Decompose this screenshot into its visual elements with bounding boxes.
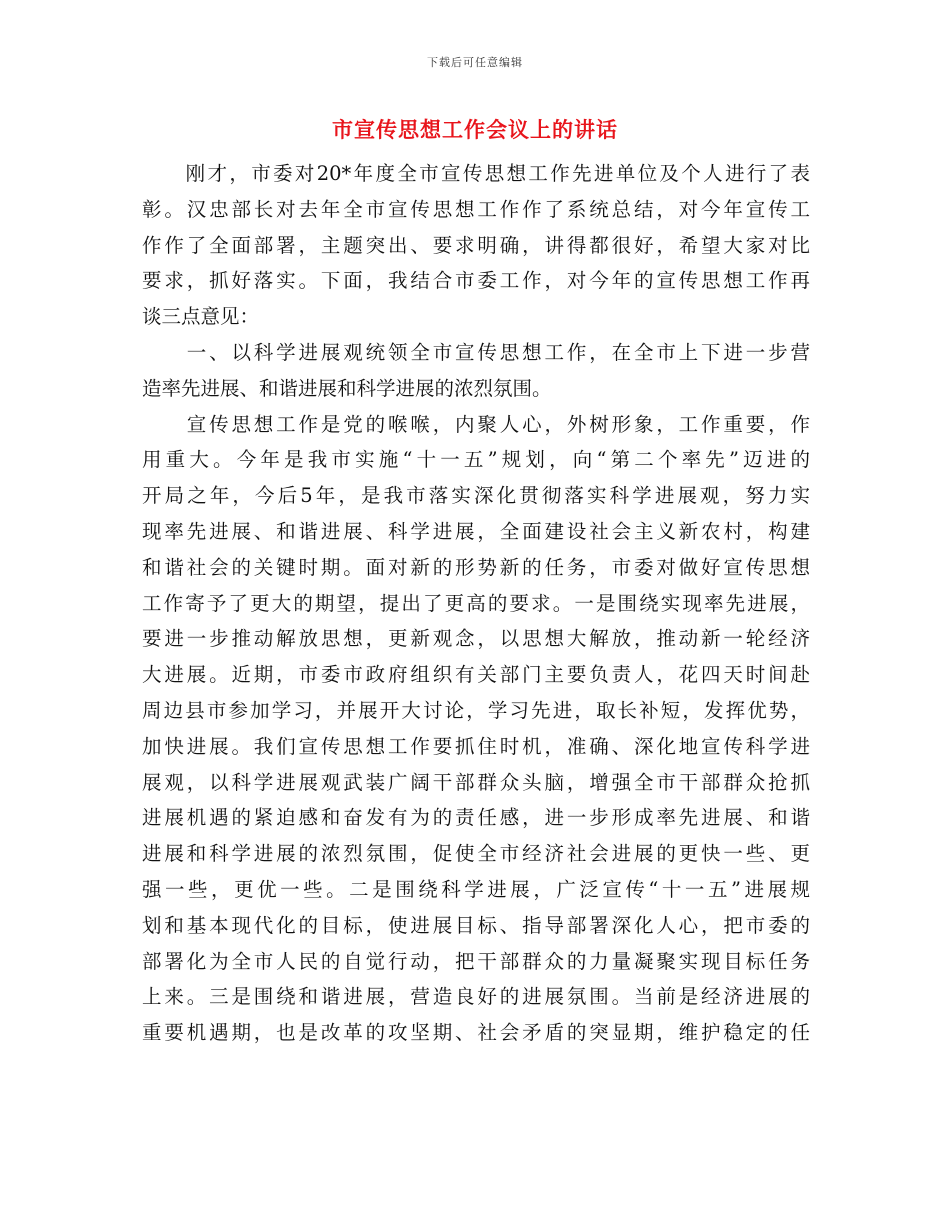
body-text-line: 要求，抓好落实。下面，我结合市委工作，对今年的宣传思想工作再 bbox=[142, 269, 810, 293]
body-text-line: 和谐社会的关键时期。面对新的形势新的任务，市委对做好宣传思想 bbox=[142, 555, 810, 579]
body-text-line: 一、以科学进展观统领全市宣传思想工作，在全市上下进一步营 bbox=[142, 340, 810, 364]
body-text-line: 作作了全面部署，主题突出、要求明确，讲得都很好，希望大家对比 bbox=[142, 233, 810, 257]
document-body bbox=[142, 156, 810, 1051]
body-text-line: 划和基本现代化的目标，使进展目标、指导部署深化人心，把市委的 bbox=[142, 913, 810, 937]
body-text-line: 重要机遇期，也是改革的攻坚期、社会矛盾的突显期，维护稳定的任 bbox=[142, 1021, 810, 1045]
body-text-line: 要进一步推动解放思想，更新观念，以思想大解放，推动新一轮经济 bbox=[142, 627, 810, 651]
body-text-line: 进展和科学进展的浓烈氛围，促使全市经济社会进展的更快一些、更 bbox=[142, 842, 810, 866]
body-text-line: 谈三点意见： bbox=[142, 305, 260, 329]
body-text-line: 宣传思想工作是党的喉喉，内聚人心，外树形象，工作重要，作 bbox=[142, 412, 810, 436]
body-text-line: 展观，以科学进展观武装广阔干部群众头脑，增强全市干部群众抢抓 bbox=[142, 770, 810, 794]
body-text-line: 现率先进展、和谐进展、科学进展，全面建设社会主义新农村，构建 bbox=[142, 519, 810, 543]
body-text-line: 大进展。近期，市委市政府组织有关部门主要负责人，花四天时间赴 bbox=[142, 663, 810, 687]
body-text-line: 用重大。今年是我市实施“十一五”规划，向“第二个率先”迈进的 bbox=[142, 448, 810, 472]
body-text-line: 刚才，市委对20*年度全市宣传思想工作先进单位及个人进行了表 bbox=[142, 162, 810, 185]
body-text-line: 周边县市参加学习，并展开大讨论，学习先进，取长补短，发挥优势， bbox=[142, 698, 810, 722]
page-header-note: 下载后可任意编辑 bbox=[427, 56, 523, 69]
body-text-line: 部署化为全市人民的自觉行动，把干部群众的力量凝聚实现目标任务 bbox=[142, 949, 810, 973]
body-text-line: 强一些，更优一些。二是围绕科学进展，广泛宣传“十一五”进展规 bbox=[142, 877, 810, 901]
body-text-line: 彰。汉忠部长对去年全市宣传思想工作作了系统总结，对今年宣传工 bbox=[142, 197, 810, 221]
body-text-line: 开局之年，今后5年，是我市落实深化贯彻落实科学进展观，努力实 bbox=[142, 484, 810, 508]
body-text-line: 上来。三是围绕和谐进展，营造良好的进展氛围。当前是经济进展的 bbox=[142, 985, 810, 1009]
document-title: 市宣传思想工作会议上的讲话 bbox=[332, 117, 618, 142]
body-text-line: 加快进展。我们宣传思想工作要抓住时机，准确、深化地宣传科学进 bbox=[142, 734, 810, 758]
body-text-line: 工作寄予了更大的期望，提出了更高的要求。一是围绕实现率先进展， bbox=[142, 591, 810, 615]
body-text-line: 造率先进展、和谐进展和科学进展的浓烈氛围。 bbox=[142, 376, 552, 400]
body-text-line: 进展机遇的紧迫感和奋发有为的责任感，进一步形成率先进展、和谐 bbox=[142, 806, 810, 830]
